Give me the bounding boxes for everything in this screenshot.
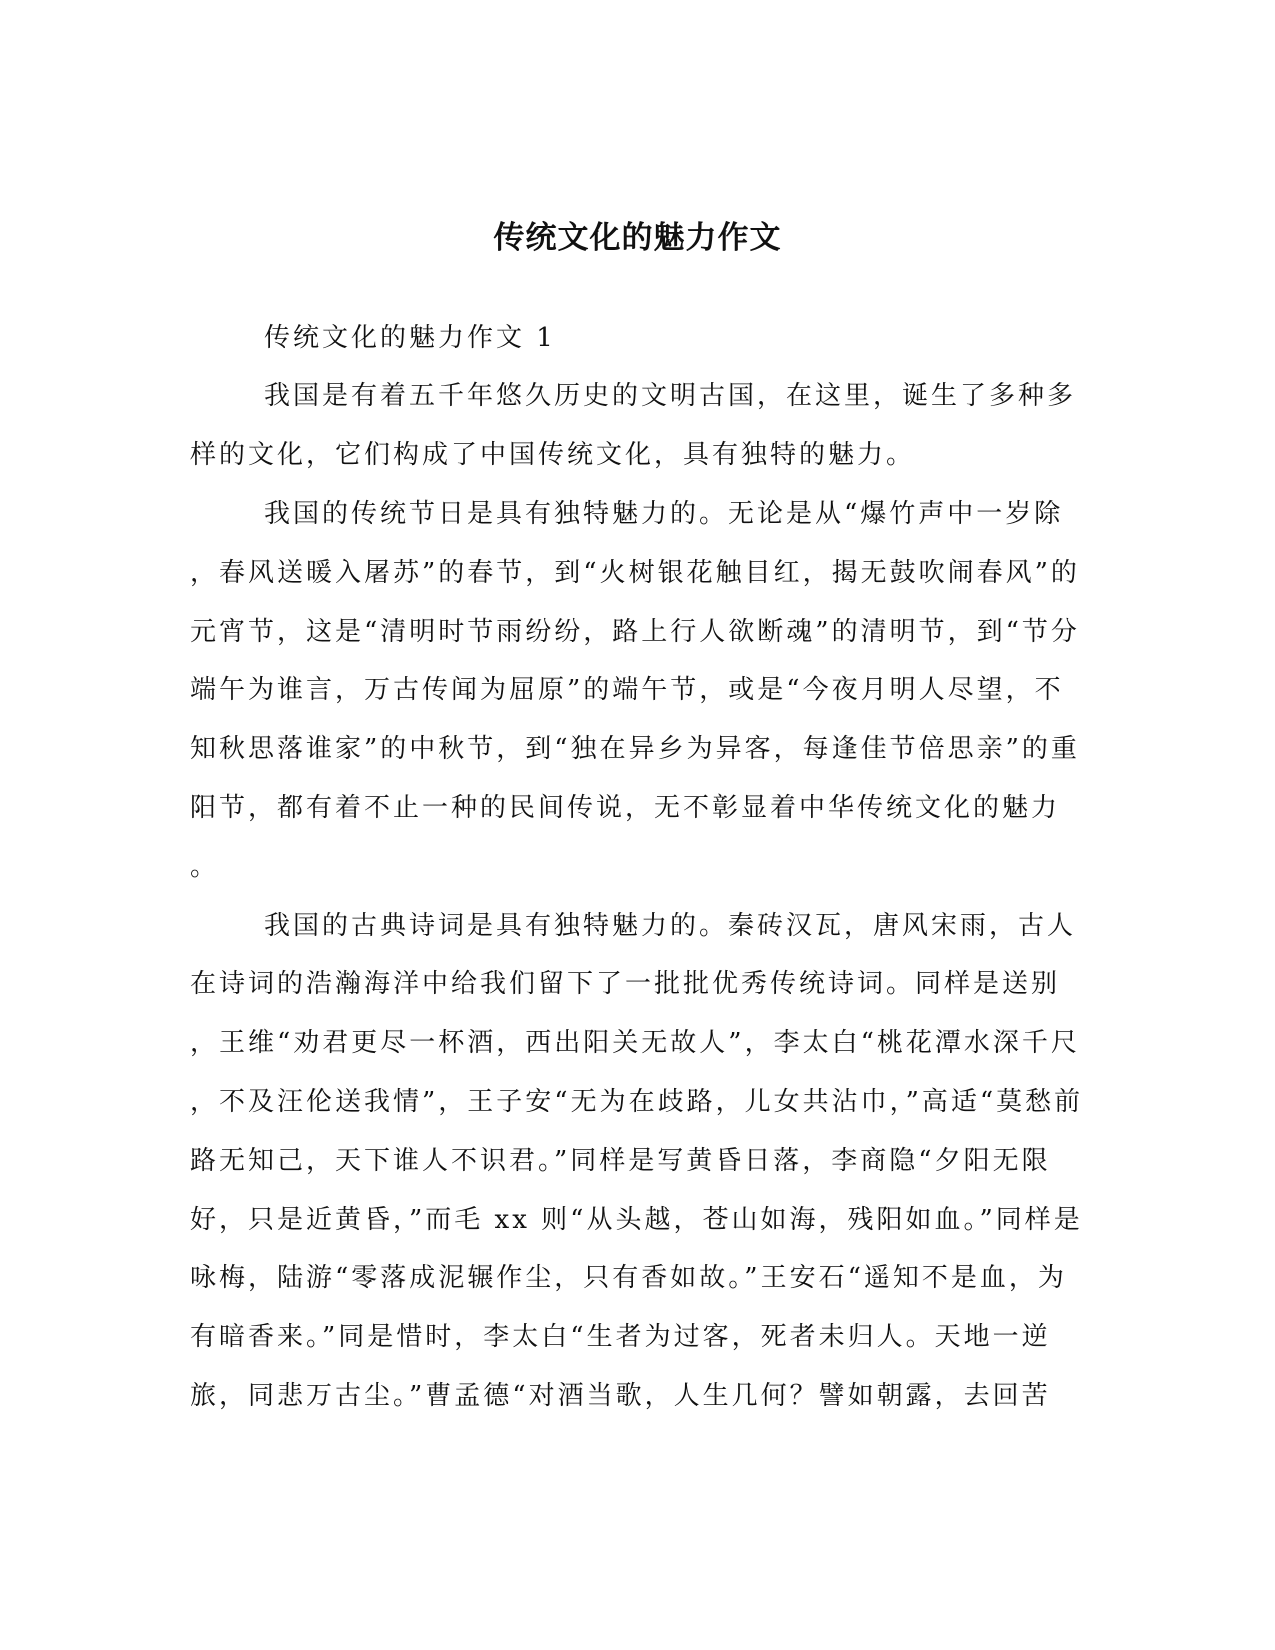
paragraph-line: 好，只是近黄昏，”而毛 xx 则“从头越，苍山如海，残阳如血。”同样是 [190,1205,1083,1235]
paragraph-line: 在诗词的浩瀚海洋中给我们留下了一批批优秀传统诗词。同样是送别 [190,969,1061,999]
paragraph-line: 我国的传统节日是具有独特魅力的。无论是从“爆竹声中一岁除 [264,499,1064,529]
paragraph-line: 。 [190,852,220,882]
section-heading: 传统文化的魅力作文 1 [264,323,556,353]
paragraph-line: 有暗香来。”同是惜时，李太白“生者为过客，死者未归人。天地一逆 [190,1322,1051,1352]
paragraph-line: 样的文化，它们构成了中国传统文化，具有独特的魅力。 [190,440,916,470]
paragraph-line: 知秋思落谁家”的中秋节，到“独在异乡为异客，每逢佳节倍思亲”的重 [190,734,1080,764]
paragraph-line: ，春风送暖入屠苏”的春节，到“火树银花触目红，揭无鼓吹闹春风”的 [190,558,1080,588]
paragraph-line: 我国的古典诗词是具有独特魅力的。秦砖汉瓦，唐风宋雨，古人 [264,911,1077,941]
paragraph-line: 元宵节，这是“清明时节雨纷纷，路上行人欲断魂”的清明节，到“节分 [190,617,1080,647]
paragraph-line: 我国是有着五千年悠久历史的文明古国，在这里，诞生了多种多 [264,381,1077,411]
paragraph-line: ，王维“劝君更尽一杯酒，西出阳关无故人”，李太白“桃花潭水深千尺 [190,1028,1080,1058]
paragraph-line: ，不及汪伦送我情”，王子安“无为在歧路，儿女共沾巾，”高适“莫愁前 [190,1087,1084,1117]
paragraph-line: 路无知己，天下谁人不识君。”同样是写黄昏日落，李商隐“夕阳无限 [190,1146,1051,1176]
document-title: 传统文化的魅力作文 [493,220,782,256]
paragraph-line: 端午为谁言，万古传闻为屈原”的端午节，或是“今夜月明人尽望，不 [190,675,1064,705]
paragraph-line: 咏梅，陆游“零落成泥辗作尘，只有香如故。”王安石“遥知不是血，为 [190,1263,1067,1293]
paragraph-line: 旅，同悲万古尘。”曹孟德“对酒当歌，人生几何？譬如朝露，去回苦 [190,1381,1051,1411]
paragraph-line: 阳节，都有着不止一种的民间传说，无不彰显着中华传统文化的魅力 [190,793,1061,823]
